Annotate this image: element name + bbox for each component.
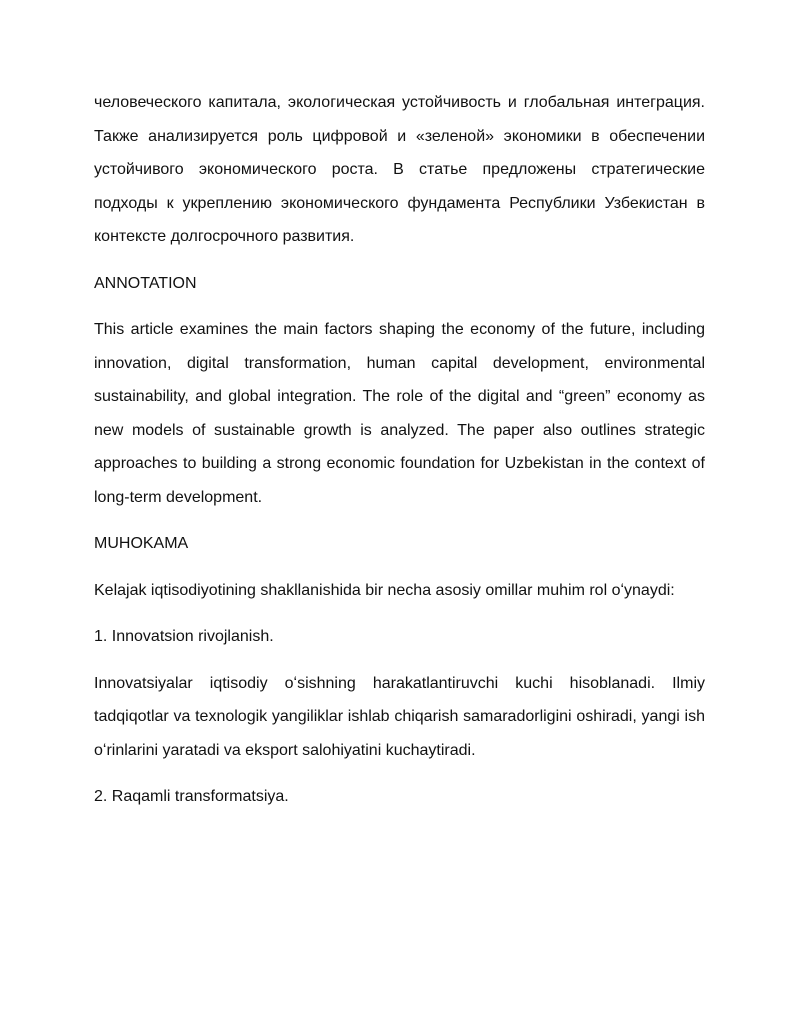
list-item-1-title: 1. Innovatsion rivojlanish.	[94, 628, 274, 645]
annotation-heading: ANNOTATION	[94, 274, 197, 292]
annotation-paragraph: This article examines the main factors shaping the economy of the future, including innovation, digital transformation, human capital development, environmental sustainability, and global integration. The role of the digital and “green” economy as new models of sustainable growth is analyzed. The paper also outlines strategic approaches to building a strong economic foundation for Uzbekistan in the context of long-term development.	[94, 321, 705, 506]
russian-abstract-paragraph: человеческого капитала, экологическая устойчивость и глобальная интеграция. Также анализируется роль цифровой и «зеленой» экономики в обеспечении устойчивого экономического роста. В статье предложены стратегические подходы к укреплению экономического фундамента Республики Узбекистан в контексте долгосрочного развития.	[94, 94, 705, 245]
list-item-2-title: 2. Raqamli transformatsiya.	[94, 788, 289, 805]
document-page	[94, 86, 705, 814]
list-item-1-paragraph: Innovatsiyalar iqtisodiy oʻsishning harakatlantiruvchi kuchi hisoblanadi. Ilmiy tadqiqotlar va texnologik yangiliklar ishlab chiqarish samaradorligini oshiradi, yangi ish oʻrinlarini yaratadi va eksport salohiyatini kuchaytiradi.	[94, 674, 705, 759]
discussion-heading: MUHOKAMA	[94, 535, 189, 552]
discussion-intro-paragraph: Kelajak iqtisodiyotining shakllanishida bir necha asosiy omillar muhim rol oʻynaydi:	[94, 581, 675, 599]
